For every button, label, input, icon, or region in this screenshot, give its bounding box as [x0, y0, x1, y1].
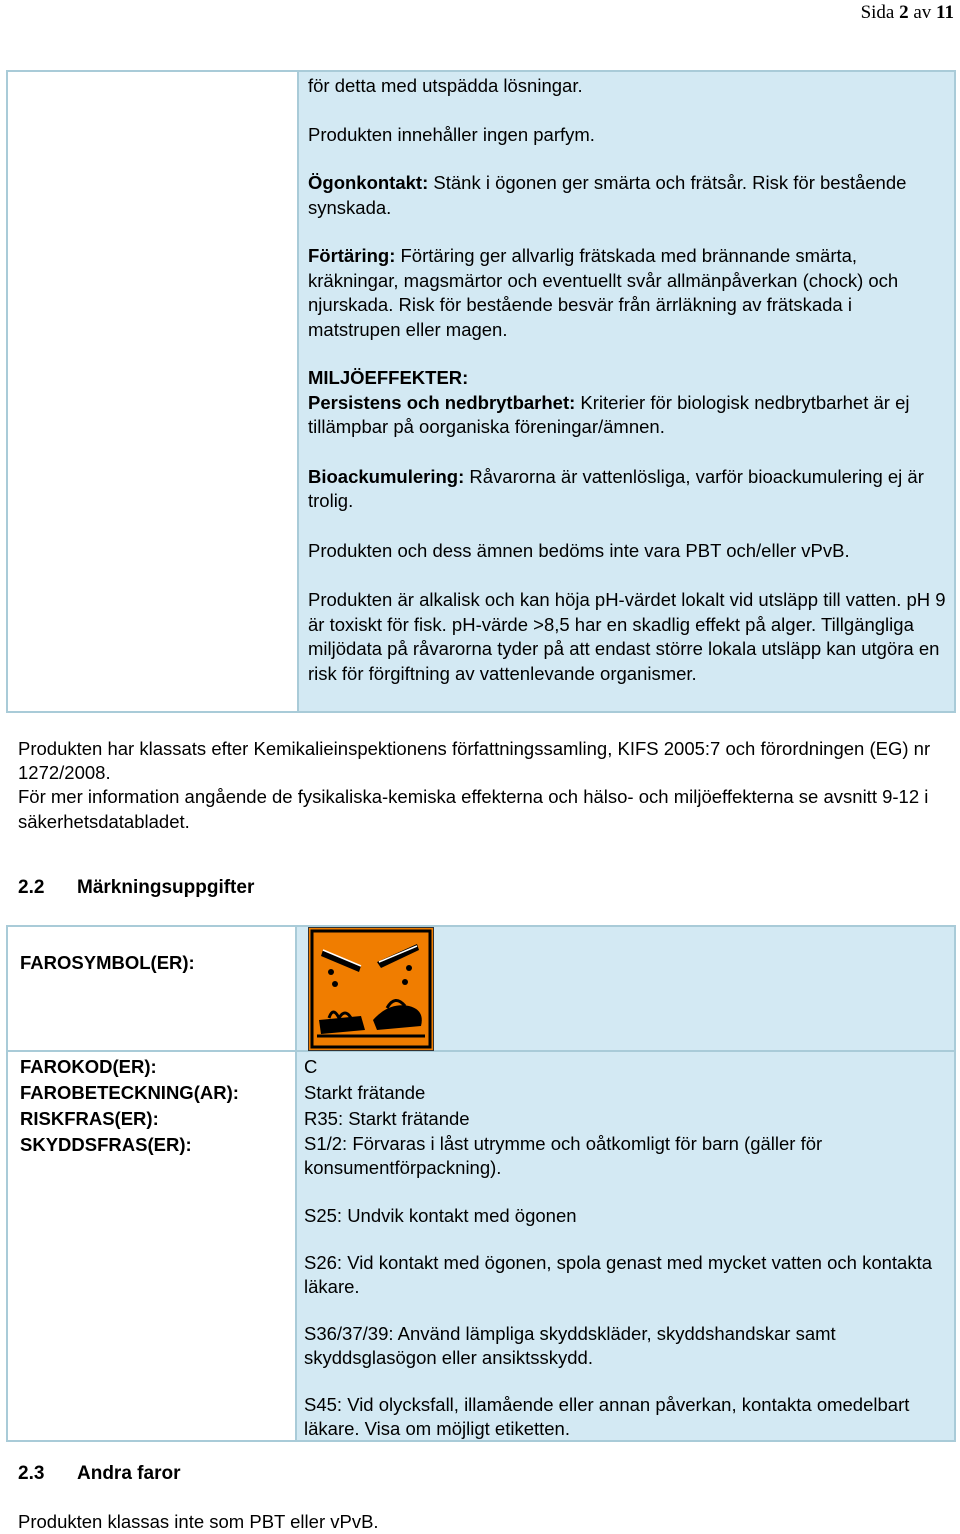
farobeteckning-label: FAROBETECKNING(AR):: [20, 1082, 239, 1103]
ingestion-text: Förtäring: Förtäring ger allvarlig frätskada med brännande smärta, kräkningar, magsmärtor och eventuellt svår allmänpåverkan (chock) och njurskada. Risk för bestående besvär från ärrläkning av frätskada i matstrupen eller magen.: [308, 245, 899, 340]
skyddsfras-label: SKYDDSFRAS(ER):: [20, 1134, 192, 1155]
diluted-text: för detta med utspädda lösningar.: [308, 75, 583, 96]
perfume-text: Produkten innehåller ingen parfym.: [308, 123, 595, 145]
s26-phrase: S26: Vid kontakt med ögonen, spola genast med mycket vatten och kontakta läkare.: [304, 1252, 933, 1297]
persistence-text: Persistens och nedbrytbarhet: Kriterier för biologisk nedbrytbarhet är ej tillämpbar på oorganiska föreningar/ämnen.: [308, 391, 910, 437]
corrosive-hazard-icon: [308, 927, 434, 1051]
pbt-text: Produkten och dess ämnen bedöms inte vara PBT och/eller vPvB.: [308, 539, 850, 561]
eye-contact-text: Ögonkontakt: Stänk i ögonen ger smärta och frätsår. Risk för bestående synskada.: [308, 172, 907, 218]
section-2-2-heading: 2.2 Märkningsuppgifter: [18, 877, 255, 898]
s1-phrase: S1/2: Förvaras i låst utrymme och oåtkomligt för barn (gäller för konsumentförpackning).: [304, 1133, 823, 1178]
box1-content: [308, 74, 948, 686]
environment-heading: MILJÖEFFEKTER:: [308, 367, 469, 388]
page-number: Sida 2 av 11: [860, 2, 954, 23]
empty-left-cell: [8, 72, 299, 711]
bioaccumulation-text: Bioackumulering: Råvarorna är vattenlösliga, varför bioackumulering ej är trolig.: [308, 465, 924, 511]
farosymbol-label: FAROSYMBOL(ER):: [20, 952, 195, 973]
corrosive-symbol-svg: [309, 928, 433, 1050]
s45-phrase: S45: Vid olycksfall, illamående eller annan påverkan, kontakta omedelbart läkare. Visa om möjligt etiketten.: [304, 1394, 910, 1439]
section-2-3-heading: 2.3 Andra faror: [18, 1463, 181, 1484]
farobeteckning-value: Starkt frätande: [304, 1082, 426, 1103]
riskfras-value: R35: Starkt frätande: [304, 1108, 470, 1129]
labels-cell: [8, 927, 297, 1440]
farokod-value: C: [304, 1056, 318, 1077]
classification-text: Produkten har klassats efter Kemikalieinspektionens författningssamling, KIFS 2005:7 och förordningen (EG) nr 1272/2008. För mer information angående de fysikaliska-kemiska effekterna och hälso- och miljöeffekterna se avsnitt 9-12 i säkerhetsdatabladet.: [18, 738, 931, 832]
alkaline-text: Produkten är alkalisk och kan höja pH-värdet lokalt vid utsläpp till vatten. pH 9 är toxiskt för fisk. pH-värde >8,5 har en skadlig effekt på alger. Tillgängliga miljödata på råvarorna tyder på att endast större lokala utsläpp kan utgöra en risk för förgiftning av vattenlevande organismer.: [308, 589, 946, 684]
riskfras-label: RISKFRAS(ER):: [20, 1108, 159, 1129]
health-environment-box: [6, 70, 956, 713]
s25-phrase: S25: Undvik kontakt med ögonen: [304, 1205, 577, 1226]
s36-phrase: S36/37/39: Använd lämpliga skyddskläder, skyddshandskar samt skyddsglasögon eller ansiktsskydd.: [304, 1323, 836, 1368]
row-divider: [8, 1050, 954, 1052]
other-hazards-text: Produkten klassas inte som PBT eller vPvB.: [18, 1511, 379, 1532]
farokod-label: FAROKOD(ER):: [20, 1056, 157, 1077]
labelling-box: [6, 925, 956, 1442]
